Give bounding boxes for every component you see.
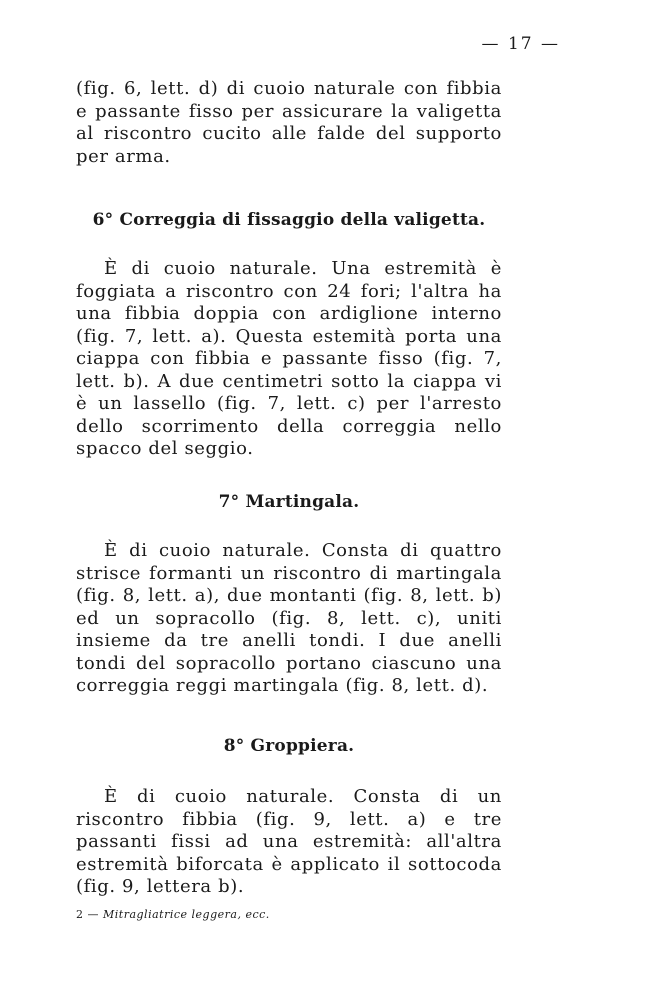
page-footer: [76, 908, 502, 921]
footer-title: Mitragliatrice leggera, ecc.: [103, 908, 270, 921]
section-8-heading: 8° Groppiera.: [223, 736, 355, 756]
section-6-heading: 6° Correggia di fissaggio della valigetta.: [92, 210, 486, 230]
footer-signature: 2 —: [76, 908, 99, 921]
section-7-block: [76, 540, 502, 698]
section-7-paragraph: È di cuoio naturale. Consta di quattro strisce formanti un riscontro di martingala (fig. 8, lett. a), due montanti (fig. 8, lett. b) ed un sopracollo (fig. 8, lett. c), uniti insieme da tre anelli tondi. I due anelli tondi del sopracollo portano ciascuno una correggia reggi martingala (fig. 8, lett. d).: [76, 540, 502, 696]
section-7-heading: 7° Martingala.: [218, 492, 360, 512]
section-6-paragraph: È di cuoio naturale. Una estremità è foggiata a riscontro con 24 fori; l'altra ha una fibbia doppia con ardiglione interno (fig. 7, lett. a). Questa estemità porta una ciappa con fibbia e passante fisso (fig. 7, lett. b). A due centimetri sotto la ciappa vi è un lassello (fig. 7, lett. c) per l'arresto dello scorrimento della correggia nello spacco del seggio.: [76, 258, 502, 459]
page-number: — 17 —: [481, 34, 560, 54]
section-8-block: [76, 786, 502, 899]
intro-paragraph-block: [76, 78, 502, 168]
section-6-block: [76, 258, 502, 461]
intro-paragraph: (fig. 6, lett. d) di cuoio naturale con fibbia e passante fisso per assicurare la valigetta al riscontro cucito alle falde del supporto per arma.: [76, 78, 502, 167]
section-8-paragraph: È di cuoio naturale. Consta di un riscontro fibbia (fig. 9, lett. a) e tre passanti fissi ad una estremità: all'altra estremità biforcata è applicato il sottocoda (fig. 9, lettera b).: [76, 786, 502, 897]
